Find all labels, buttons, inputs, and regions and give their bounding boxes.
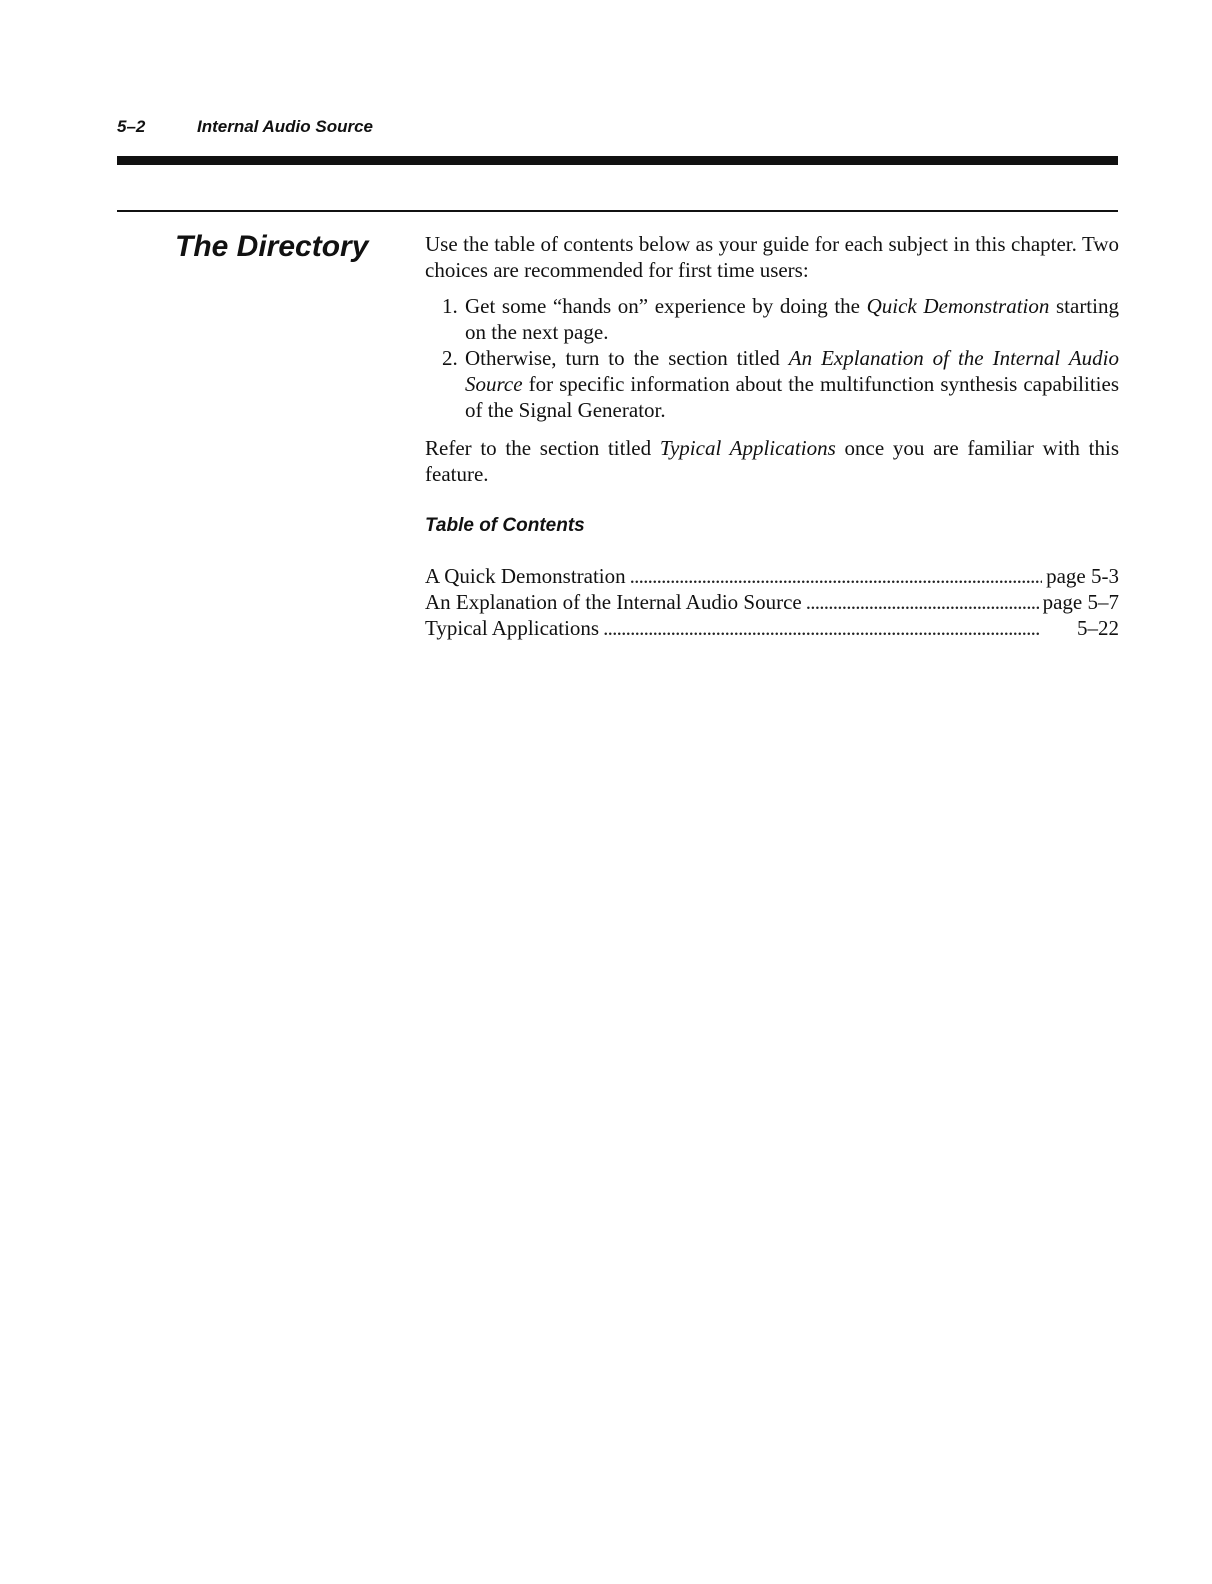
toc-dot-leader [630,563,1042,589]
toc-entry-title: An Explanation of the Internal Audio Source [425,590,802,614]
list-item-reference: An Explanation of the Internal Audio Source [465,346,1119,396]
toc-entry-page: page 5–7 [1042,590,1119,614]
toc-entry-page: page 5-3 [1046,564,1119,588]
toc-dot-leader [806,589,1039,615]
toc-entry[interactable] [425,563,1119,589]
running-head [117,117,373,137]
page-number: 5–2 [117,117,146,136]
refer-text: Refer to the section titled [425,436,660,460]
list-item-text: for specific information about the multifunction synthesis capabilities of the Signal Generator. [465,372,1119,422]
list-item-number: 1. [442,294,458,318]
body-column [425,231,1119,641]
list-item-text: Otherwise, turn to the section titled [465,346,789,370]
section-title: The Directory [175,230,369,263]
list-item-text: starting on the next page. [465,294,1119,344]
header-rule [117,156,1118,165]
toc-entry[interactable] [425,589,1119,615]
section-rule [117,210,1118,212]
list-item-reference: Quick Demonstration [866,294,1050,318]
intro-paragraph: Use the table of contents below as your guide for each subject in this chapter. Two choices are recommended for first time users: [425,232,1119,282]
toc-heading: Table of Contents [425,515,585,536]
list-item-number: 2. [442,346,458,370]
choices-list [425,293,1119,423]
list-item-text: Get some “hands on” experience by doing the [465,294,867,318]
list-item [425,293,1119,345]
chapter-title: Internal Audio Source [197,117,374,136]
refer-reference: Typical Applications [659,436,836,460]
toc-entry-title: A Quick Demonstration [425,564,626,588]
toc-entry-page: 5–22 [1077,616,1119,640]
toc-entry[interactable] [425,615,1119,641]
toc-entry-title: Typical Applications [425,616,600,640]
list-item [425,345,1119,423]
refer-text: once you are familiar with this feature. [425,436,1119,486]
refer-paragraph [425,435,1119,487]
table-of-contents [425,563,1119,641]
toc-dot-leader [603,615,1073,641]
